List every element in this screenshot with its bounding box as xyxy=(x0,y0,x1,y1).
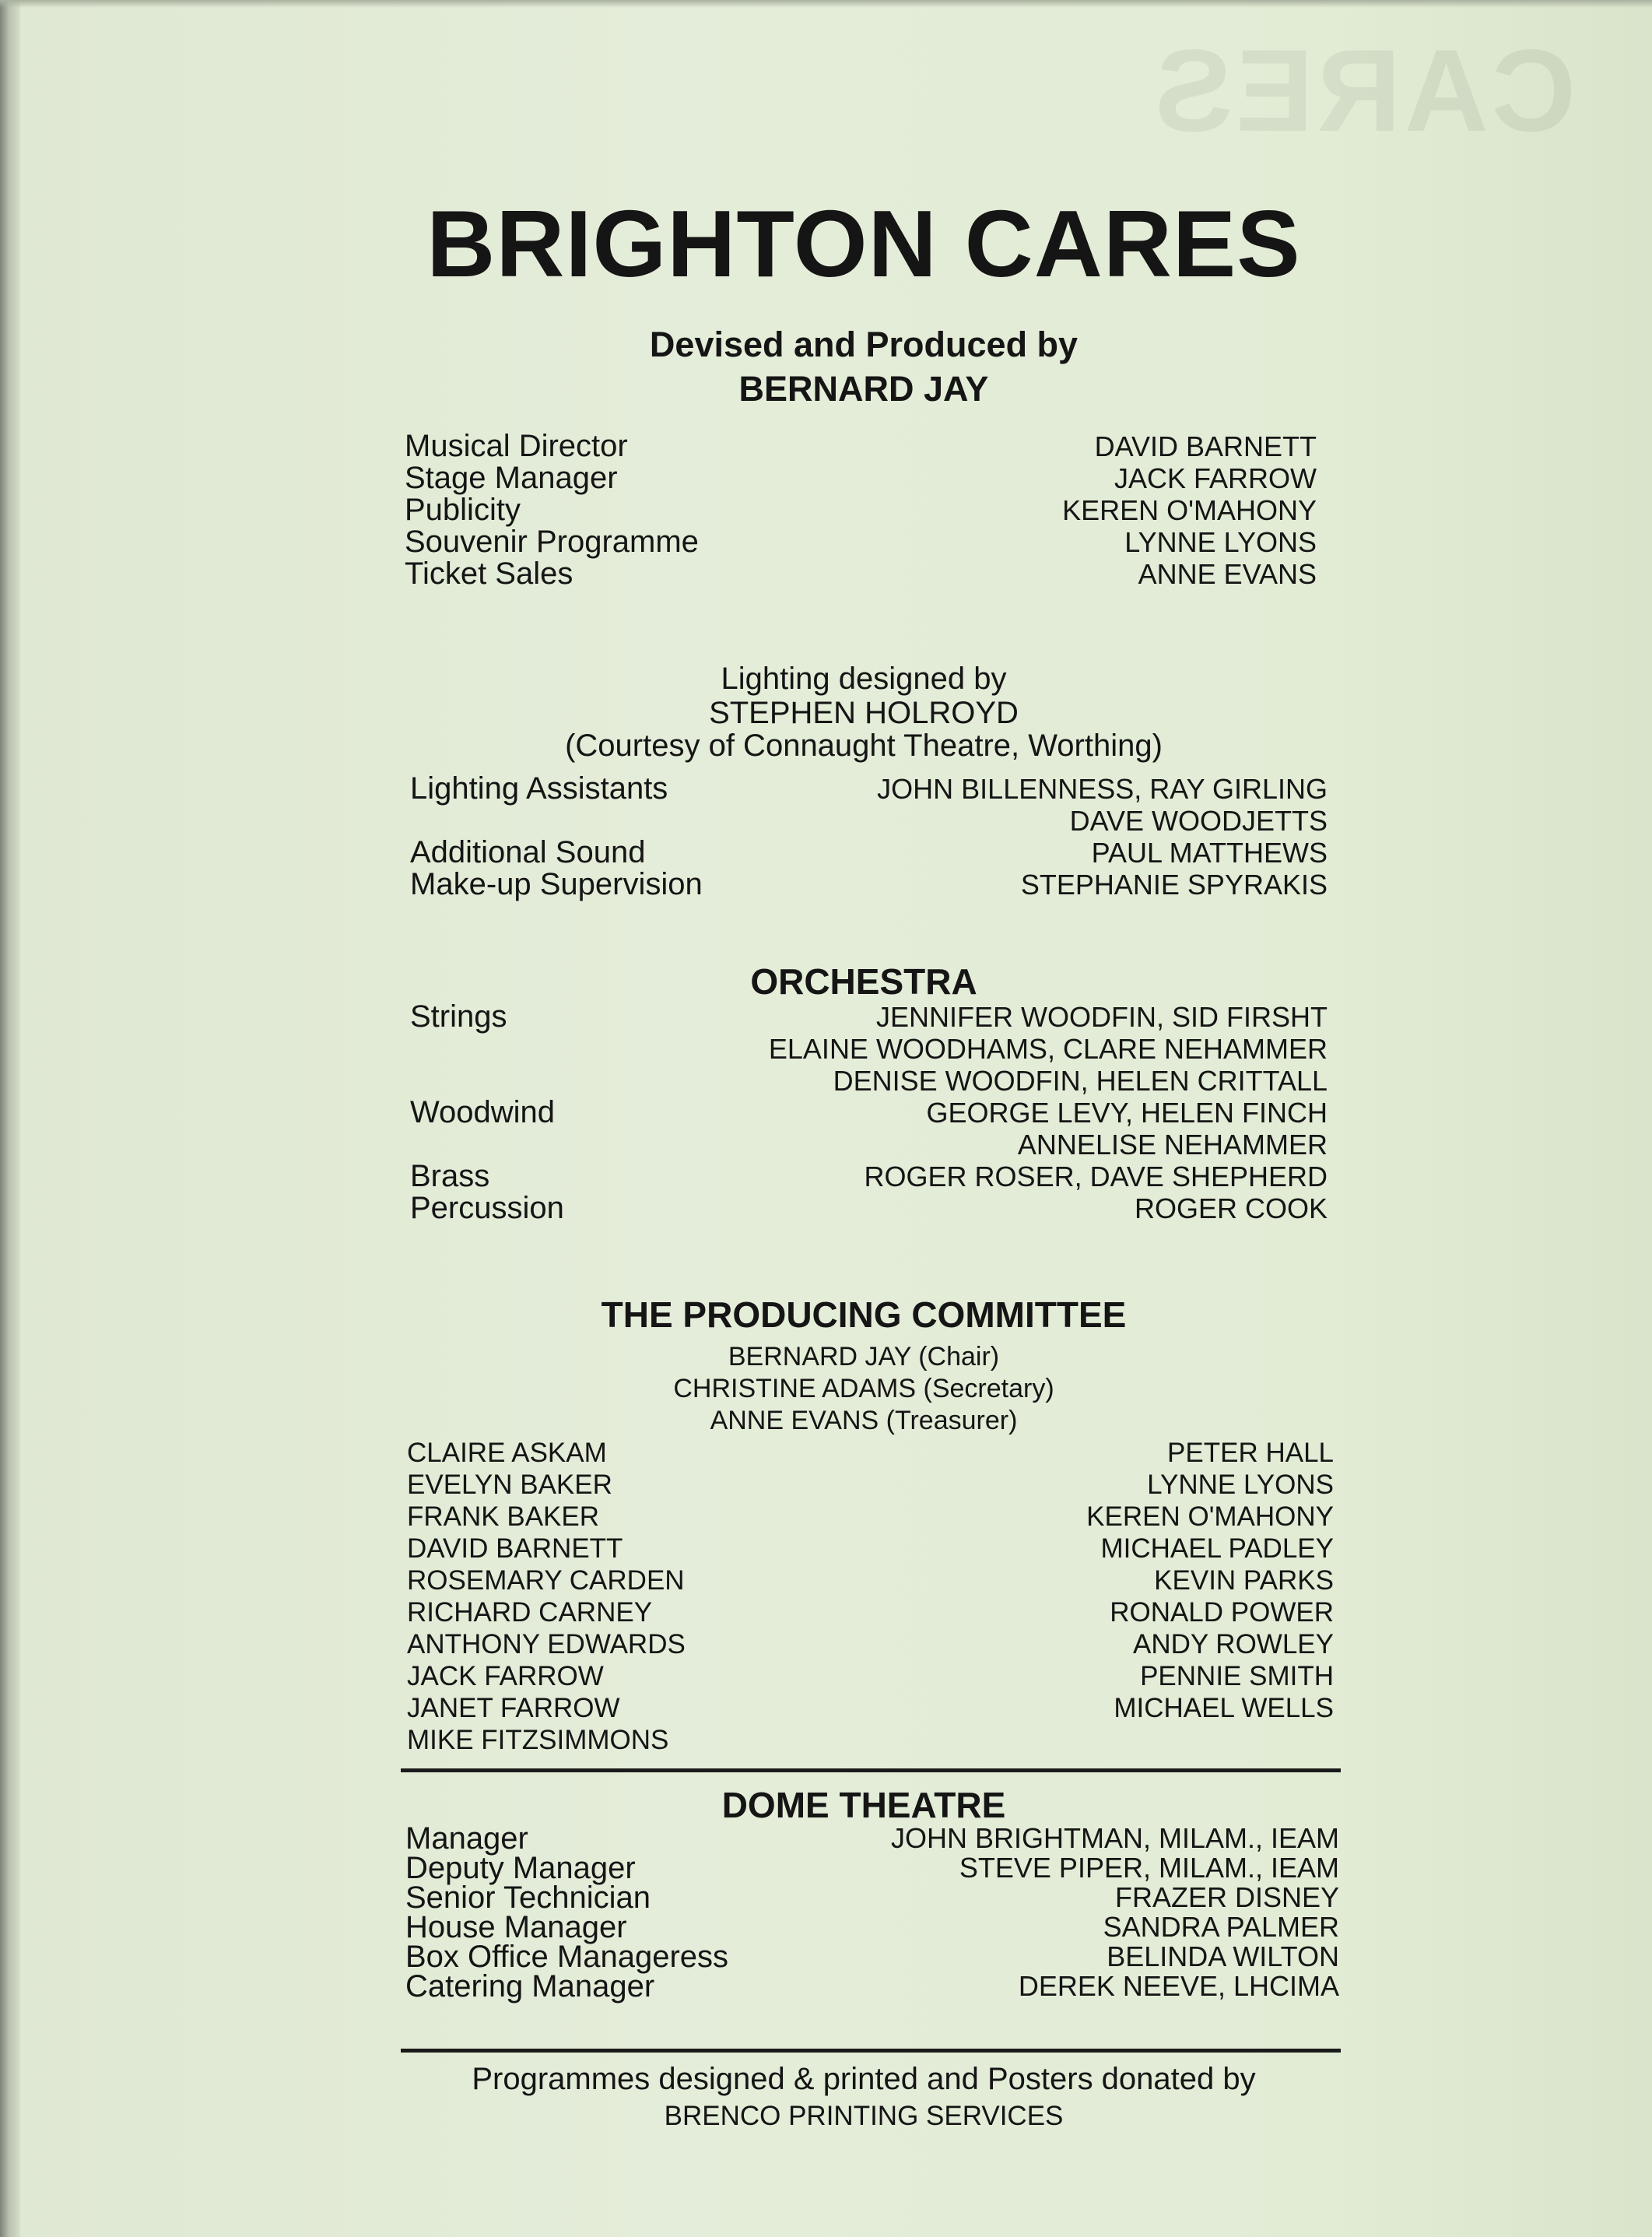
staff-role: Deputy Manager xyxy=(405,1851,636,1885)
committee-member: FRANK BAKER xyxy=(407,1501,599,1532)
staff-row xyxy=(405,1912,1339,1942)
credit-role: Make-up Supervision xyxy=(410,867,703,901)
credit-role: Souvenir Programme xyxy=(405,525,699,559)
credit-role: Musical Director xyxy=(405,429,628,463)
musician-names: GEORGE LEVY, HELEN FINCH xyxy=(926,1097,1328,1129)
committee-member: KEVIN PARKS xyxy=(1154,1565,1334,1596)
credit-name: LYNNE LYONS xyxy=(1124,526,1317,558)
credit-role: Additional Sound xyxy=(410,835,646,869)
committee-member: CLAIRE ASKAM xyxy=(407,1438,607,1468)
committee-member: JACK FARROW xyxy=(407,1661,604,1691)
credit-row xyxy=(410,805,1328,837)
credit-name: KEREN O'MAHONY xyxy=(1062,494,1317,526)
staff-name: DEREK NEEVE, LHCIMA xyxy=(1018,1970,1339,2002)
committee-member: RONALD POWER xyxy=(1110,1597,1334,1628)
credit-name: JOHN BILLENNESS, RAY GIRLING xyxy=(877,773,1328,805)
staff-role: Senior Technician xyxy=(405,1881,651,1915)
section-name: Percussion xyxy=(410,1191,564,1225)
credit-name: STEPHANIE SPYRAKIS xyxy=(1020,869,1328,901)
dome-staff-list xyxy=(405,1821,1339,2003)
committee-member: JANET FARROW xyxy=(407,1693,620,1723)
dome-theatre-heading: DOME THEATRE xyxy=(721,1785,1006,1825)
staff-row xyxy=(405,1821,1339,1856)
orchestra-heading: ORCHESTRA xyxy=(750,961,977,1002)
top-credits-list xyxy=(405,430,1317,590)
lighting-courtesy: (Courtesy of Connaught Theatre, Worthing) xyxy=(565,729,1163,763)
orchestra-list xyxy=(410,1001,1328,1224)
staff-name: SANDRA PALMER xyxy=(1103,1911,1339,1943)
committee-member: RICHARD CARNEY xyxy=(407,1597,653,1628)
printer-name: BRENCO PRINTING SERVICES xyxy=(664,2101,1064,2131)
musician-names: ELAINE WOODHAMS, CLARE NEHAMMER xyxy=(768,1033,1328,1065)
committee-treasurer: ANNE EVANS (Treasurer) xyxy=(710,1406,1018,1435)
committee-heading: THE PRODUCING COMMITTEE xyxy=(601,1294,1127,1335)
credit-row xyxy=(405,430,1317,462)
musician-names: JENNIFER WOODFIN, SID FIRSHT xyxy=(876,1001,1328,1033)
printer-credit-line: Programmes designed & printed and Posters donated by xyxy=(472,2062,1256,2096)
credit-row xyxy=(405,494,1317,526)
musician-names: ROGER COOK xyxy=(1134,1192,1328,1224)
staff-row xyxy=(405,1969,1339,2003)
producer-name: BERNARD JAY xyxy=(738,369,989,409)
musician-names: ROGER ROSER, DAVE SHEPHERD xyxy=(864,1161,1328,1192)
lighting-credits-list xyxy=(410,773,1328,901)
committee-member: PETER HALL xyxy=(1167,1438,1334,1468)
committee-member: DAVID BARNETT xyxy=(407,1533,623,1564)
credit-role: Lighting Assistants xyxy=(410,771,668,806)
section-name: Brass xyxy=(410,1159,490,1193)
credit-role: Ticket Sales xyxy=(405,557,573,591)
orchestra-row xyxy=(410,1065,1328,1097)
devised-by-label: Devised and Produced by xyxy=(649,325,1079,364)
committee-member: MICHAEL WELLS xyxy=(1114,1693,1334,1723)
credit-row xyxy=(410,869,1328,901)
staff-row xyxy=(405,1853,1339,1883)
committee-member: EVELYN BAKER xyxy=(407,1470,612,1500)
staff-name: STEVE PIPER, MILAM., IEAM xyxy=(959,1852,1339,1884)
lighting-designer-name: STEPHEN HOLROYD xyxy=(709,696,1019,730)
staff-role: Manager xyxy=(405,1821,528,1856)
credit-name: DAVE WOODJETTS xyxy=(1069,805,1328,837)
committee-member: MIKE FITZSIMMONS xyxy=(407,1725,669,1755)
staff-row xyxy=(405,1942,1339,1972)
musician-names: DENISE WOODFIN, HELEN CRITTALL xyxy=(833,1065,1328,1097)
staff-row xyxy=(405,1881,1339,1915)
credit-row xyxy=(405,462,1317,494)
orchestra-row xyxy=(410,1161,1328,1192)
committee-member: ANTHONY EDWARDS xyxy=(407,1629,686,1659)
staff-name: JOHN BRIGHTMAN, MILAM., IEAM xyxy=(890,1822,1339,1854)
credit-name: PAUL MATTHEWS xyxy=(1091,837,1328,869)
committee-member: LYNNE LYONS xyxy=(1147,1470,1334,1500)
credit-role: Stage Manager xyxy=(405,461,618,495)
section-name: Strings xyxy=(410,999,507,1034)
credit-row xyxy=(405,558,1317,590)
credit-row xyxy=(405,526,1317,558)
staff-role: House Manager xyxy=(405,1910,627,1944)
staff-role: Box Office Manageress xyxy=(405,1940,729,1974)
programme-title: BRIGHTON CARES xyxy=(426,191,1301,297)
orchestra-row xyxy=(410,1001,1328,1033)
credit-role: Publicity xyxy=(405,493,521,527)
committee-member: ANDY ROWLEY xyxy=(1132,1629,1334,1659)
credit-name: ANNE EVANS xyxy=(1138,558,1317,590)
section-name: Woodwind xyxy=(410,1095,556,1129)
committee-members-left xyxy=(407,1437,843,1756)
show-through-text: CARES xyxy=(1152,25,1577,156)
orchestra-row xyxy=(410,1129,1328,1161)
committee-member: MICHAEL PADLEY xyxy=(1100,1533,1334,1564)
committee-member: KEREN O'MAHONY xyxy=(1086,1501,1334,1532)
staff-name: BELINDA WILTON xyxy=(1107,1940,1339,1972)
committee-members-right xyxy=(887,1437,1334,1724)
credit-name: DAVID BARNETT xyxy=(1094,430,1317,462)
musician-names: ANNELISE NEHAMMER xyxy=(1017,1129,1328,1161)
staff-name: FRAZER DISNEY xyxy=(1114,1881,1339,1913)
section-divider xyxy=(401,1768,1341,1772)
credit-row xyxy=(410,773,1328,805)
committee-secretary: CHRISTINE ADAMS (Secretary) xyxy=(673,1374,1054,1403)
committee-chair: BERNARD JAY (Chair) xyxy=(728,1342,1000,1371)
credit-name: JACK FARROW xyxy=(1114,462,1317,494)
orchestra-row xyxy=(410,1097,1328,1129)
committee-member: PENNIE SMITH xyxy=(1140,1661,1334,1691)
orchestra-row xyxy=(410,1033,1328,1065)
lighting-designed-by: Lighting designed by xyxy=(721,662,1007,696)
credit-row xyxy=(410,837,1328,869)
orchestra-row xyxy=(410,1192,1328,1224)
staff-role: Catering Manager xyxy=(405,1969,655,2003)
committee-member: ROSEMARY CARDEN xyxy=(407,1565,685,1596)
footer-divider xyxy=(401,2049,1341,2053)
